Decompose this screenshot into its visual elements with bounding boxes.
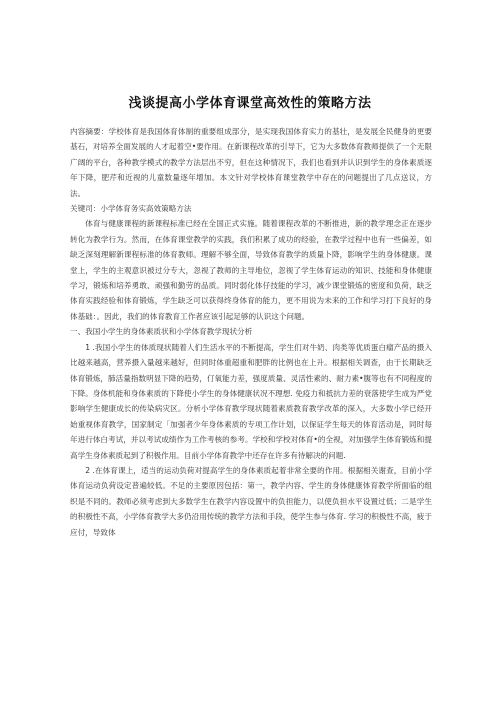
body-paragraph-1: 1 .我国小学生的体质现状随着人们生活水平的不断提高，学生们对牛奶、肉类等优质蛋白瘤产品的摄入比越来越高，营养摄入量越来越好，但同时体重超重和肥胖的比例也在上升。根据相关调查，由于长期缺乏体育锻炼，肺活量指数明显下降的趋势，仃氧能力差，强度质量、灵活性素的、耐力素•腹等也有不同程度的下降。身体机能和身体素质的下降使小学生的身体健康状况不理想. 免疫力和抵抗力差的衰落使学生成为严党影响学生健康成长的传染病灾区。分析小学体育教学现状随着素质教育教学改革的深入，大多数小学已经开始重视体育教学，国家制定「加强者少年身体素质的专项工作计划，以保证学生每天的体育活动是，同时每年进行体白考试，并以考试成绩作为工作考核的参考。学校和学校对体育•的全视，对加强学生体育锻炼和提高学生身体素质起到了积极作用。目前小学体育教学中还存在许多有待解决的问题. (70, 342, 432, 460)
body-paragraph-2: 2 .在体育课上，适当的运动负荷对提高学生的身体素质起着非常全要的作用。根据相关谢查，目前小学体育运动负荷设定普遍较低。不足的主要原因包括：第一，教学内容、学生的身体健康体育教学所面临的组织是不同的。教师必须考虑到大多数学生在教学内容设置中的负担能力，以使负担水平设置过低；二是学生的积极性不高，小学体育教学大多仍沿用传统的教学方法和手段，使学生参与体育. 学习的积极性不高，疲于应付，导致体 (70, 465, 432, 537)
document-title: 浅谈提高小学体育课堂高效性的策略方法 (128, 96, 372, 111)
keywords-line: 关键司：小学体育务实高效策略方法 (70, 204, 192, 214)
document-body (70, 124, 432, 540)
abstract-paragraph: 内容摘要：学校体育是我国体育体制的重要组成部分，是实现我国体育实力的基壮，是发展全民健身的更要基石，对培养全面发展的人才起着空•要作用。在新课程改革的引导下，它为大多数体育教师提供了一个无限广阔的平台，各种教学模式的教学方法层出不穷，但在这种情况下，我们也看到并认识到学生的身体素质逐年下降，肥芹和近视的儿童数量逐年增加。本文针对学校体育课堂教学中存在的问题提出了几点送议，方法。 (70, 127, 432, 198)
section-heading: 一、我国小学生的身体素质状和小学体育教学现状分析 (70, 327, 253, 337)
intro-paragraph: 体育与健康课程的新课程标准已经在全国正式实施。随着课程改革的不断推进，新的教学理念正在逐步转化为教学行为。然而，在体育课堂教学的实践，我们积累了成功的经验，在教学过程中也有一些偏差，如缺乏深刻理解新课程标准的体育教师。理解不够全面，导致体育教学的质量卜降，影响学生的身体健康。课堂上，学生的主观意识被过分专大，忽视了教师的主导地位，忽视了学生体育运动的知识、技能和身体健康学习，锻炼和培养勇敢、顽强和勤劳的品质。同时弱化体仔技能的学习，减少课堂锻炼的密度和负荷，缺乏体育实践经验和体育锻炼，学生缺乏可以获得终身体育的能力，更不用说为未来的工作和学习打下良好的身体基础：。因此，我们的体育教育工作者应该引起足够的认识这个问题。 (70, 219, 432, 321)
